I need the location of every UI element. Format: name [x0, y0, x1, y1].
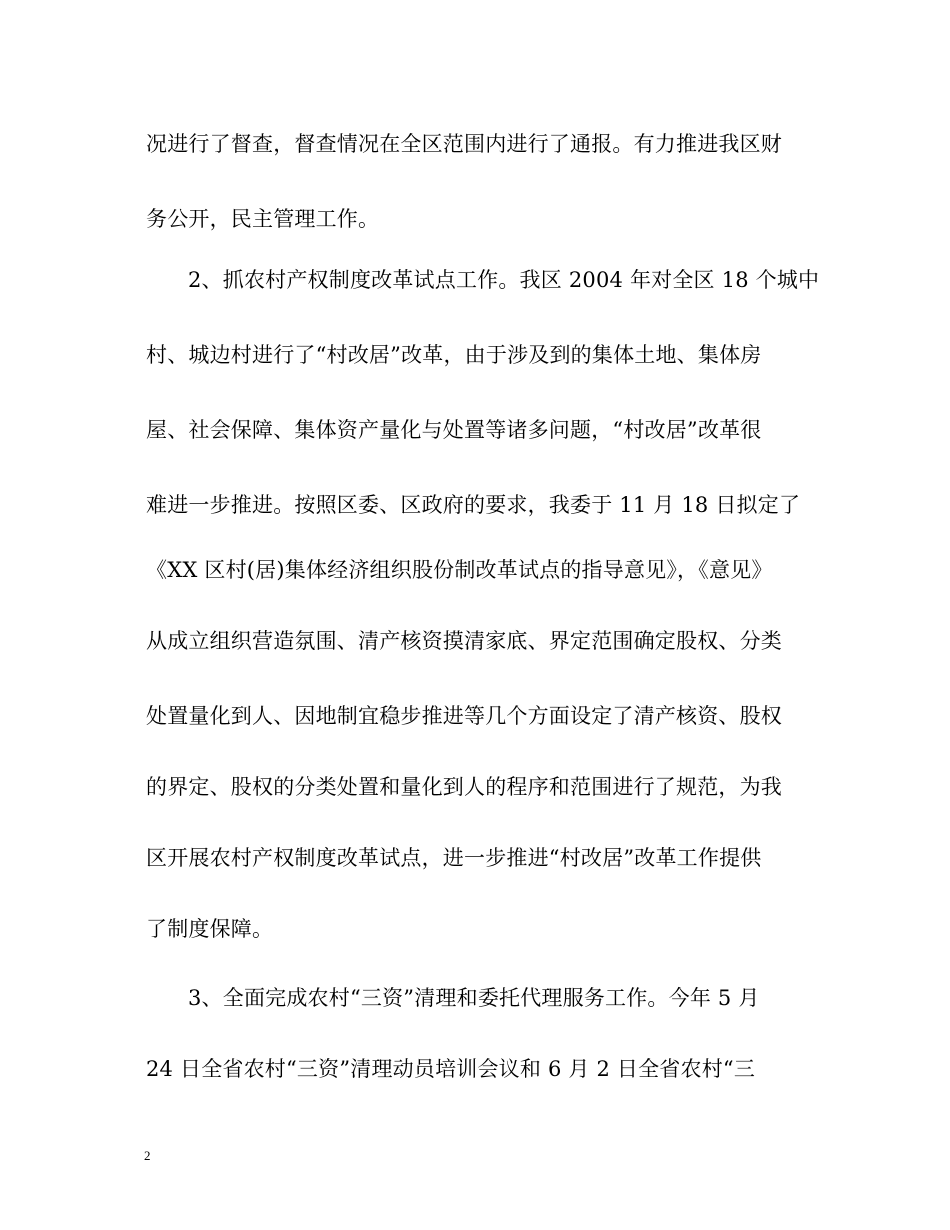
text-line-14: 24 日全省农村“三资”清理动员培训会议和 6 月 2 日全省农村“三 [146, 1057, 756, 1081]
page-number: 2 [144, 1148, 151, 1163]
text-line-1: 况进行了督查，督查情况在全区范围内进行了通报。有力推进我区财 [146, 132, 782, 156]
text-line-8: 从成立组织营造氛围、清产核资摸清家底、界定范围确定股权、分类 [146, 629, 782, 653]
text-line-2: 务公开，民主管理工作。 [146, 207, 380, 231]
text-line-4: 村、城边村进行了“村改居”改革，由于涉及到的集体土地、集体房 [146, 343, 762, 367]
text-line-7: 《XX 区村(居)集体经济组织股份制改革试点的指导意见》，《意见》 [146, 558, 773, 582]
text-line-6: 难进一步推进。按照区委、区政府的要求，我委于 11 月 18 日拟定了 [146, 493, 801, 517]
text-line-13: 3、全面完成农村“三资”清理和委托代理服务工作。今年 5 月 [188, 986, 760, 1010]
text-line-10: 的界定、股权的分类处置和量化到人的程序和范围进行了规范，为我 [146, 775, 782, 799]
text-line-3: 2、抓农村产权制度改革试点工作。我区 2004 年对全区 18 个城中 [188, 268, 820, 292]
text-line-12: 了制度保障。 [146, 917, 274, 941]
text-line-11: 区开展农村产权制度改革试点，进一步推进“村改居”改革工作提供 [146, 846, 762, 870]
text-line-9: 处置量化到人、因地制宜稳步推进等几个方面设定了清产核资、股权 [146, 704, 782, 728]
text-line-5: 屋、社会保障、集体资产量化与处置等诸多问题，“村改居”改革很 [146, 418, 762, 442]
